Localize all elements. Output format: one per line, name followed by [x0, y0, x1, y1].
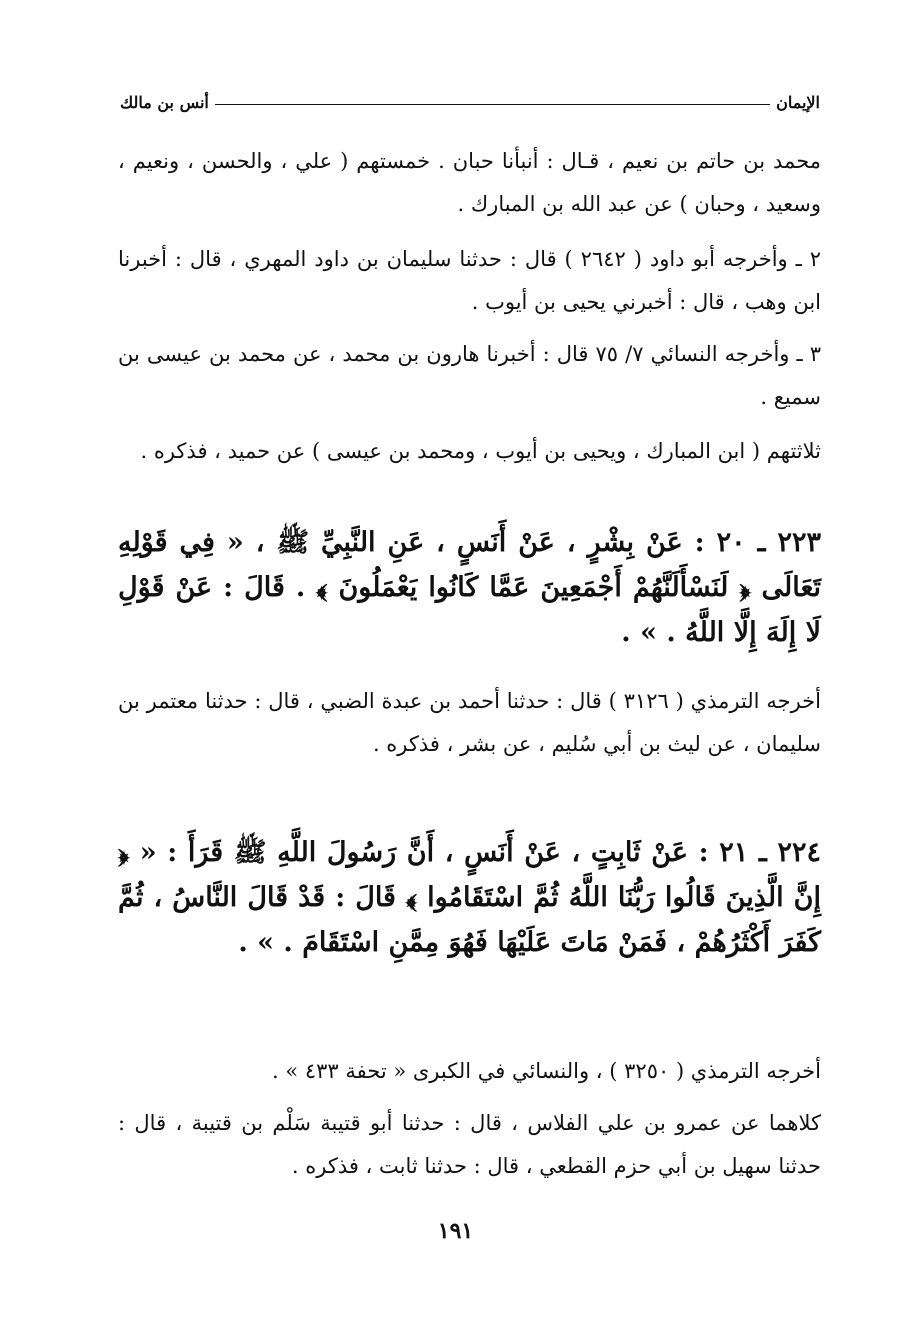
paragraph-3: ٣ ـ وأخرجه النسائي ٧/ ٧٥ قال : أخبرنا هارون بن محمد ، عن محمد بن عيسى بن سميع .	[118, 342, 821, 409]
hadith-223: ٢٢٣ ـ ٢٠ : عَنْ بِشْرٍ ، عَنْ أَنَسٍ ، عَنِ النَّبِيِّ ﷺ ، « فِي قَوْلِهِ تَعَالَى ﴿ لَنَسْأَلَنَّهُمْ أَجْمَعِينَ عَمَّا كَانُوا يَعْمَلُونَ ﴾ . قَالَ : عَنْ قَوْلِ لَا إِلَهَ إِلَّا اللَّهُ . » .	[118, 527, 821, 648]
header-rule	[215, 104, 770, 105]
paragraph-7: كلاهما عن عمرو بن علي الفلاس ، قال : حدثنا أبو قتيبة سَلْم بن قتيبة ، قال : حدثنا سهيل بن أبي حزم القطعي ، قال : حدثنا ثابت ، فذكره .	[118, 1111, 821, 1178]
companion-name: أنس بن مالك	[120, 93, 209, 112]
page-number: ١٩١	[437, 1218, 474, 1244]
section-title: الإيمان	[776, 93, 820, 112]
paragraph-1: محمد بن حاتم بن نعيم ، قـال : أنبأنا حبان . خمستهم ( علي ، والحسن ، ونعيم ، وسعيد ، وحبان ) عن عبد الله بن المبارك .	[118, 149, 821, 216]
paragraph-2: ٢ ـ وأخرجه أبو داود ( ٢٦٤٢ ) قال : حدثنا سليمان بن داود المهري ، قال : أخبرنا ابن وهب ، قال : أخبرني يحيى بن أيوب .	[118, 247, 821, 314]
running-header	[120, 82, 820, 112]
paragraph-6: أخرجه الترمذي ( ٣٢٥٠ ) ، والنسائي في الكبرى « تحفة ٤٣٣ » .	[271, 1059, 821, 1083]
paragraph-4: ثلاثتهم ( ابن المبارك ، ويحيى بن أيوب ، ومحمد بن عيسى ) عن حميد ، فذكره .	[140, 439, 821, 463]
paragraph-5: أخرجه الترمذي ( ٣١٢٦ ) قال : حدثنا أحمد بن عبدة الضبي ، قال : حدثنا معتمر بن سليمان ، عن ليث بن أبي سُليم ، عن بشر ، فذكره .	[118, 689, 821, 756]
hadith-224: ٢٢٤ ـ ٢١ : عَنْ ثَابِتٍ ، عَنْ أَنَسٍ ، أَنَّ رَسُولَ اللَّهِ ﷺ قَرَأَ : « ﴿ إِنَّ الَّذِينَ قَالُوا رَبُّنَا اللَّهُ ثُمَّ اسْتَقَامُوا ﴾ قَالَ : قَدْ قَالَ النَّاسُ ، ثُمَّ كَفَرَ أَكْثَرُهُمْ ، فَمَنْ مَاتَ عَلَيْهَا فَهُوَ مِمَّنِ اسْتَقَامَ . » .	[118, 837, 821, 958]
